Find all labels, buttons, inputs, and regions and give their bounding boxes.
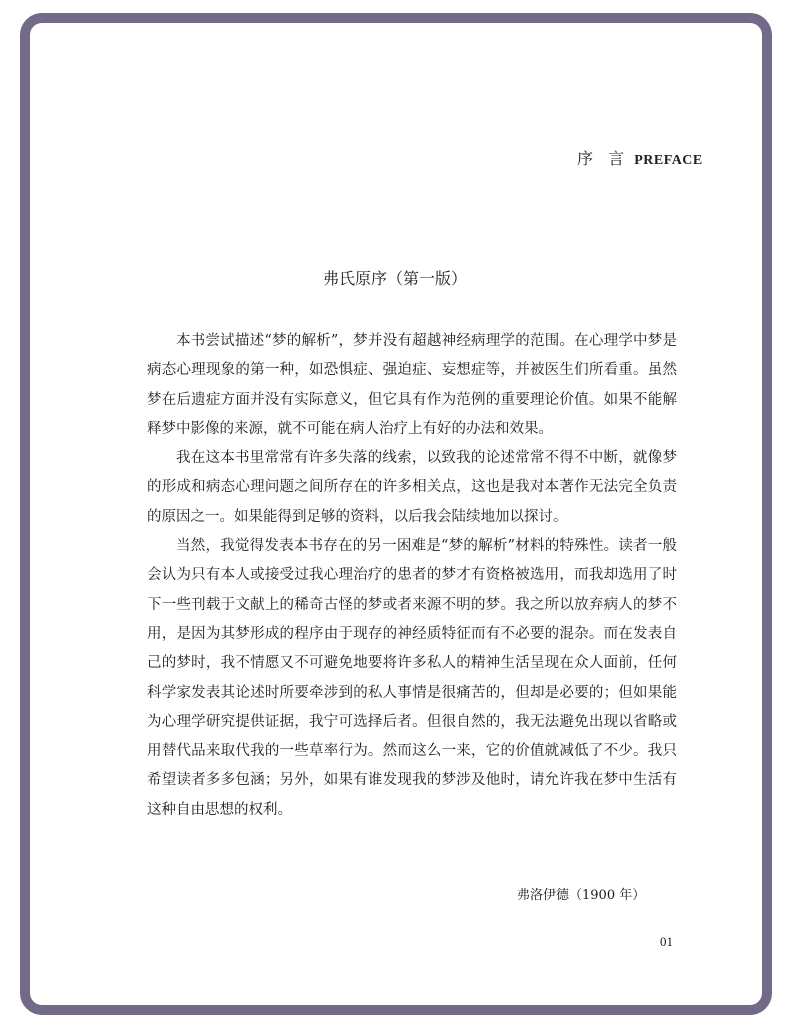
paragraph: 本书尝试描述“梦的解析”，梦并没有超越神经病理学的范围。在心理学中梦是病态心理现象的第一种，如恐惧症、强迫症、妄想症等，并被医生们所看重。虽然梦在后遗症方面并没有实际意义，但它具有作为范例的重要理论价值。如果不能解释梦中影像的来源，就不可能在病人治疗上有好的办法和效果。 [147, 333, 677, 437]
body-text [147, 327, 677, 825]
chapter-title: 弗氏原序（第一版） [322, 269, 467, 288]
section-header-cn: 序 言 [577, 149, 630, 168]
page-number: 01 [660, 934, 673, 949]
paragraph: 我在这本书里常常有许多失落的线索，以致我的论述常常不得不中断，就像梦的形成和病态心理问题之间所存在的许多相关点，这也是我对本著作无法完全负责的原因之一。如果能得到足够的资料，以后我会陆续地加以探讨。 [147, 450, 677, 525]
section-header [577, 146, 703, 169]
section-header-en: PREFACE [634, 153, 703, 168]
author-signature: 弗洛伊德（1900 年） [517, 888, 646, 903]
paragraph: 当然，我觉得发表本书存在的另一困难是“梦的解析”材料的特殊性。读者一般会认为只有本人或接受过我心理治疗的患者的梦才有资格被选用，而我却选用了时下一些刊载于文献上的稀奇古怪的梦或者来源不明的梦。我之所以放弃病人的梦不用，是因为其梦形成的程序由于现存的神经质特征而有不必要的混杂。而在发表自己的梦时，我不情愿又不可避免地要将许多私人的精神生活呈现在众人面前，任何科学家发表其论述时所要牵涉到的私人事情是很痛苦的，但却是必要的；但如果能为心理学研究提供证据，我宁可选择后者。但很自然的，我无法避免出现以省略或用替代品来取代我的一些草率行为。然而这么一来，它的价值就减低了不少。我只希望读者多多包涵；另外，如果有谁发现我的梦涉及他时，请允许我在梦中生活有这种自由思想的权利。 [147, 538, 677, 818]
